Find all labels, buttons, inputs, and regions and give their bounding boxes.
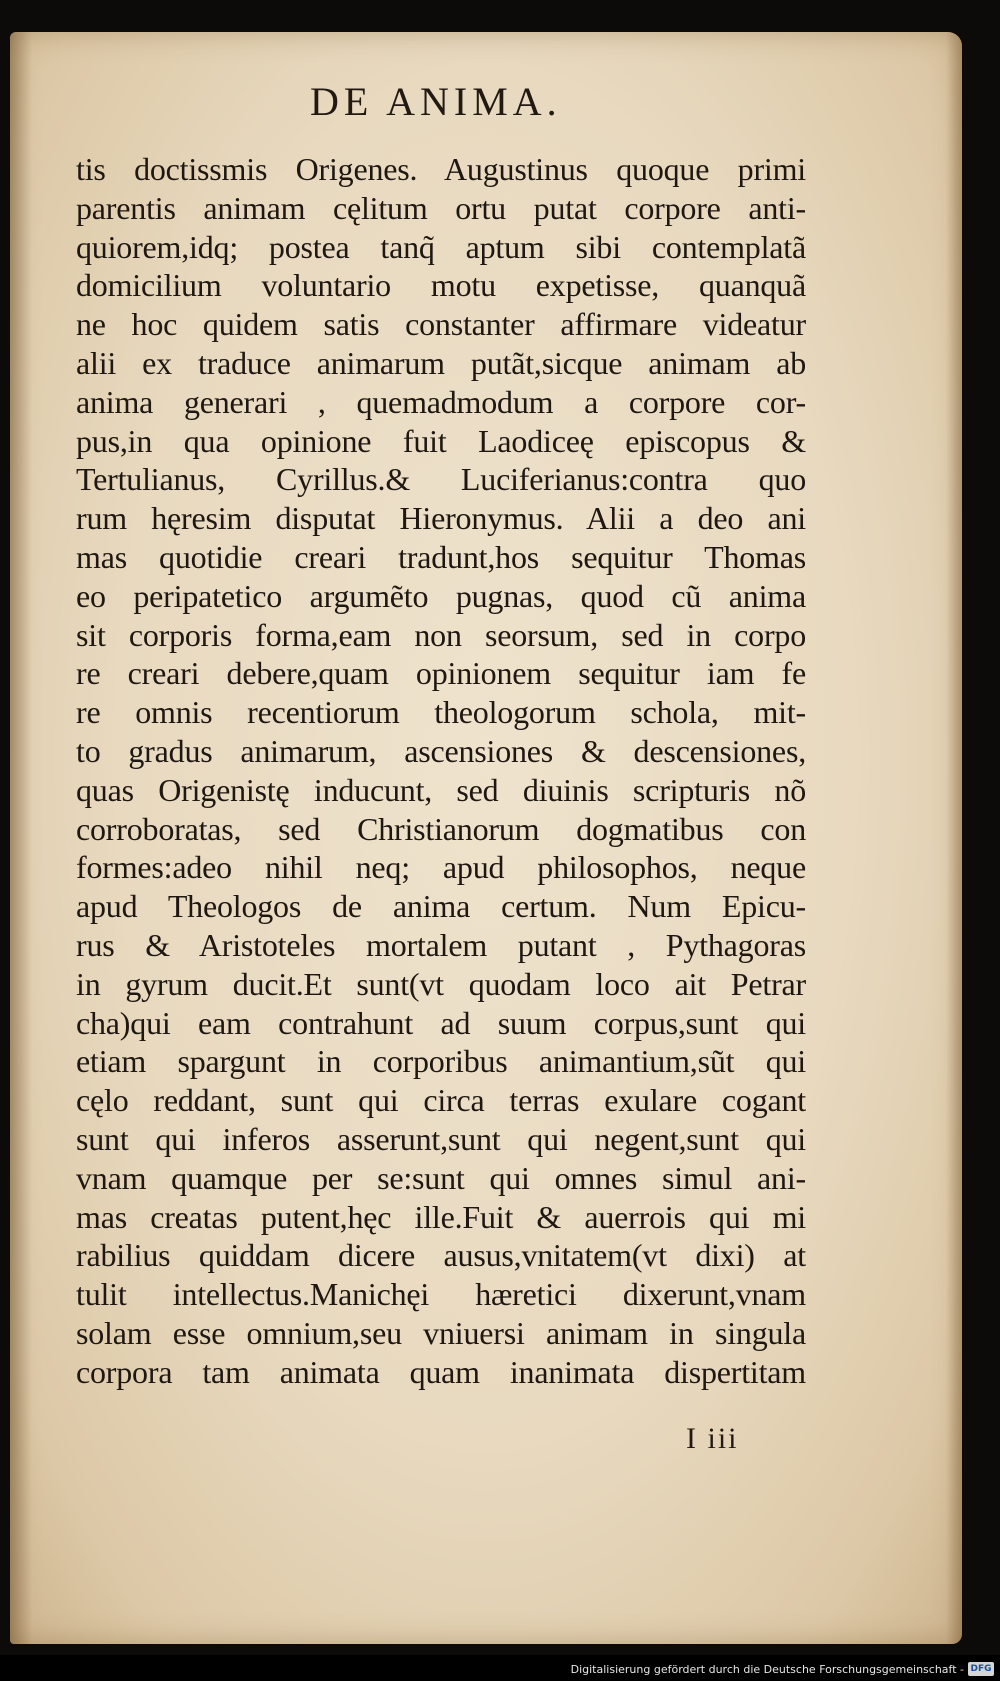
text-line: tulit intellectus.Manichęi hæretici dixerunt,vnam <box>76 1276 806 1313</box>
signature-mark: I iii <box>686 1422 739 1455</box>
running-head: DE ANIMA. <box>310 79 562 124</box>
text-line: vnam quamque per se:sunt qui omnes simul ani- <box>76 1159 806 1196</box>
text-line: ne hoc quidem satis constanter affirmare videatur <box>76 306 806 343</box>
text-line: quiorem,idq; postea tanq̃ aptum sibi contemplatã <box>76 228 806 265</box>
text-line: mas quotidie creari tradunt,hos sequitur Thomas <box>76 538 806 575</box>
text-line: solam esse omnium,seu vniuersi animam in singula <box>76 1314 806 1351</box>
text-line: Tertulianus, Cyrillus.& Luciferianus:contra quo <box>76 461 806 498</box>
text-line: formes:adeo nihil neq; apud philosophos, neque <box>76 849 806 886</box>
text-line: mas creatas putent,hęc ille.Fuit & auerrois qui mi <box>76 1198 806 1235</box>
text-line: re omnis recentiorum theologorum schola, mit- <box>76 694 806 731</box>
text-line: etiam spargunt in corporibus animantium,sũt qui <box>76 1043 806 1080</box>
text-line: domicilium voluntario motu expetisse, quanquã <box>76 267 806 304</box>
body-text <box>76 150 806 1392</box>
text-line: anima generari , quemadmodum a corpore cor- <box>76 383 806 420</box>
dfg-logo: DFG <box>968 1662 994 1676</box>
text-line: to gradus animarum, ascensiones & descensiones, <box>76 732 806 769</box>
text-line: eo peripatetico argumẽto pugnas, quod cũ anima <box>76 577 806 614</box>
text-line: corroboratas, sed Christianorum dogmatibus con <box>76 810 806 847</box>
text-line: rum hęresim disputat Hieronymus. Alii a deo ani <box>76 500 806 537</box>
text-line: re creari debere,quam opinionem sequitur iam fe <box>76 655 806 692</box>
text-line: sunt qui inferos asserunt,sunt qui negent,sunt qui <box>76 1120 806 1157</box>
text-line: tis doctissmis Origenes. Augustinus quoque primi <box>76 151 806 187</box>
text-line: cha)qui eam contrahunt ad suum corpus,sunt qui <box>76 1004 806 1041</box>
text-line: quas Origenistę inducunt, sed diuinis scripturis nõ <box>76 771 806 808</box>
text-line: pus,in qua opinione fuit Laodiceę episcopus & <box>76 422 806 459</box>
text-line: parentis animam cęlitum ortu putat corpore anti- <box>76 189 806 226</box>
text-line: corpora tam animata quam inanimata dispertitam <box>76 1353 806 1390</box>
footer-credit-text: Digitalisierung gefördert durch die Deutsche Forschungsgemeinschaft - <box>570 1663 964 1676</box>
text-line: rabilius quiddam dicere ausus,vnitatem(vt dixi) at <box>76 1237 806 1274</box>
text-line: rus & Aristoteles mortalem putant , Pythagoras <box>76 926 806 963</box>
book-page <box>10 32 962 1644</box>
text-line: in gyrum ducit.Et sunt(vt quodam loco ait Petrar <box>76 965 806 1002</box>
text-line: cęlo reddant, sunt qui circa terras exulare cogant <box>76 1082 806 1119</box>
footer-bar <box>0 1655 1000 1681</box>
text-line: apud Theologos de anima certum. Num Epicu- <box>76 888 806 925</box>
text-line: alii ex traduce animarum putãt,sicque animam ab <box>76 344 806 381</box>
text-line: sit corporis forma,eam non seorsum, sed in corpo <box>76 616 806 653</box>
